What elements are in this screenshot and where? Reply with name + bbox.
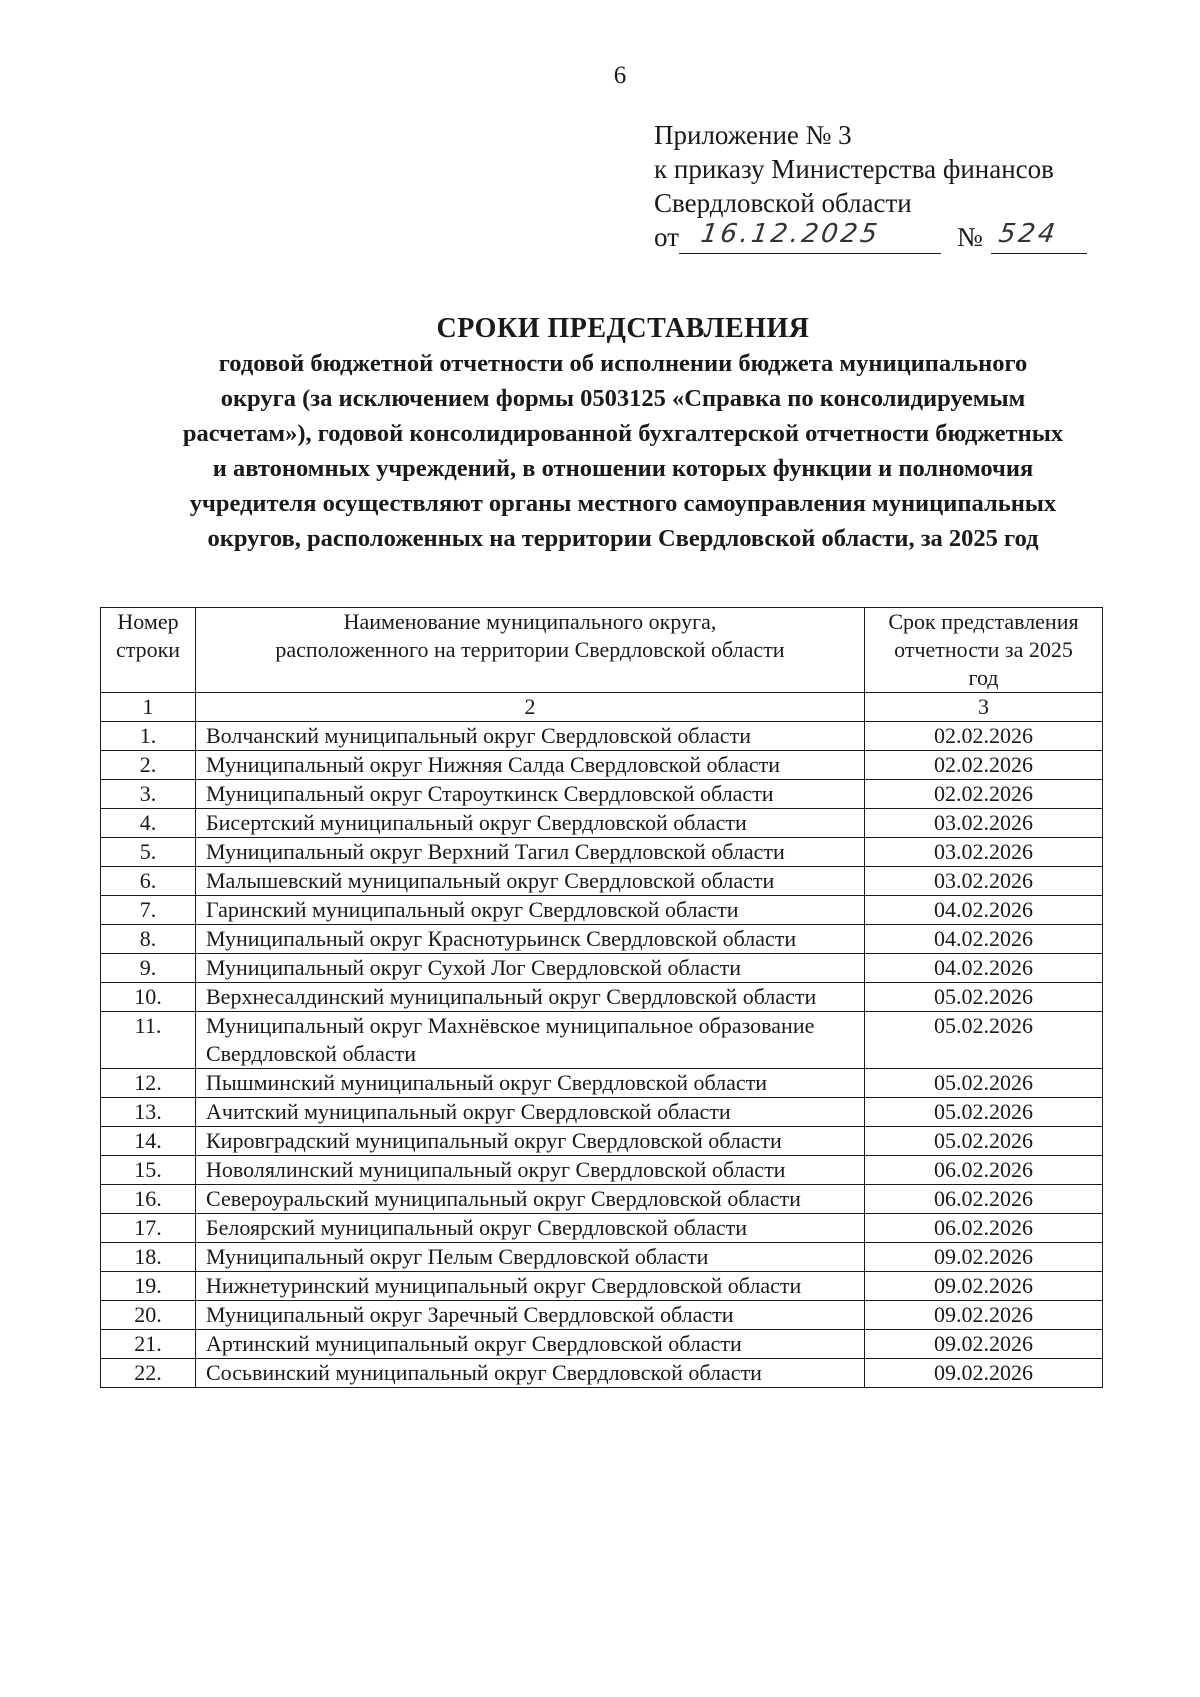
deadline-date: 05.02.2026 (865, 1069, 1103, 1098)
deadline-date: 03.02.2026 (865, 867, 1103, 896)
district-name: Верхнесалдинский муниципальный округ Свердловской области (196, 983, 865, 1012)
district-name: Малышевский муниципальный округ Свердловской области (196, 867, 865, 896)
header-text: отчетности за 2025 (894, 637, 1073, 662)
deadline-date: 02.02.2026 (865, 751, 1103, 780)
row-number: 20. (101, 1301, 196, 1330)
district-name: Волчанский муниципальный округ Свердловской области (196, 722, 865, 751)
district-name: Сосьвинский муниципальный округ Свердловской области (196, 1359, 865, 1388)
row-number: 8. (101, 925, 196, 954)
district-name: Муниципальный округ Сухой Лог Свердловской области (196, 954, 865, 983)
deadline-date: 02.02.2026 (865, 722, 1103, 751)
district-name: Североуральский муниципальный округ Свердловской области (196, 1185, 865, 1214)
row-number: 15. (101, 1156, 196, 1185)
row-number: 4. (101, 809, 196, 838)
table-row (101, 1272, 1103, 1301)
header-text: Наименование муниципального округа, (343, 609, 717, 634)
district-name: Муниципальный округ Махнёвское муниципальное образование Свердловской области (196, 1012, 865, 1069)
row-number: 2. (101, 751, 196, 780)
header-text: Срок представления (888, 609, 1079, 634)
deadlines-table (100, 607, 1103, 1388)
header-text: год (968, 665, 999, 690)
district-name: Ачитский муниципальный округ Свердловской области (196, 1098, 865, 1127)
district-name: Муниципальный округ Староуткинск Свердловской области (196, 780, 865, 809)
table-row (101, 983, 1103, 1012)
table-row (101, 1214, 1103, 1243)
table-row (101, 780, 1103, 809)
district-name: Бисертский муниципальный округ Свердловской области (196, 809, 865, 838)
district-name: Кировградский муниципальный округ Свердловской области (196, 1127, 865, 1156)
from-label: от (654, 222, 679, 252)
table-row (101, 1156, 1103, 1185)
deadline-date: 09.02.2026 (865, 1272, 1103, 1301)
row-number: 10. (101, 983, 196, 1012)
page-number: 6 (613, 62, 627, 89)
district-name: Муниципальный округ Нижняя Салда Свердловской области (196, 751, 865, 780)
document-title: СРОКИ ПРЕДСТАВЛЕНИЯ (436, 313, 810, 344)
row-number: 3. (101, 780, 196, 809)
deadline-date: 09.02.2026 (865, 1330, 1103, 1359)
table-row (101, 838, 1103, 867)
column-index: 1 (101, 693, 196, 722)
handwritten-date: 16.12.2025 (698, 219, 882, 249)
table-row (101, 1243, 1103, 1272)
row-number: 1. (101, 722, 196, 751)
row-number: 13. (101, 1098, 196, 1127)
column-index: 3 (865, 693, 1103, 722)
deadline-date: 06.02.2026 (865, 1214, 1103, 1243)
column-index: 2 (196, 693, 865, 722)
district-name: Гаринский муниципальный округ Свердловской области (196, 896, 865, 925)
row-number: 22. (101, 1359, 196, 1388)
document-subtitle (96, 346, 1150, 556)
appendix-order-ref: к приказу Министерства финансов (654, 154, 1054, 184)
table-row (101, 1185, 1103, 1214)
row-number: 21. (101, 1330, 196, 1359)
table-row (101, 809, 1103, 838)
deadline-date: 02.02.2026 (865, 780, 1103, 809)
table-row (101, 1359, 1103, 1388)
row-number: 11. (101, 1012, 196, 1069)
deadline-date: 03.02.2026 (865, 809, 1103, 838)
deadline-date: 06.02.2026 (865, 1156, 1103, 1185)
table-row (101, 1012, 1103, 1069)
district-name: Артинский муниципальный округ Свердловской области (196, 1330, 865, 1359)
header-deadline (865, 608, 1103, 693)
district-name: Муниципальный округ Заречный Свердловской области (196, 1301, 865, 1330)
district-name: Муниципальный округ Пелым Свердловской области (196, 1243, 865, 1272)
row-number: 19. (101, 1272, 196, 1301)
row-number: 6. (101, 867, 196, 896)
district-name: Белоярский муниципальный округ Свердловской области (196, 1214, 865, 1243)
deadline-date: 09.02.2026 (865, 1359, 1103, 1388)
handwritten-number: 524 (996, 219, 1060, 249)
deadline-date: 06.02.2026 (865, 1185, 1103, 1214)
date-field (679, 219, 941, 254)
subtitle-line: расчетам»), годовой консолидированной бухгалтерской отчетности бюджетных (182, 420, 1064, 447)
row-number: 12. (101, 1069, 196, 1098)
table-row (101, 867, 1103, 896)
row-number: 14. (101, 1127, 196, 1156)
deadline-date: 09.02.2026 (865, 1243, 1103, 1272)
table-row (101, 954, 1103, 983)
district-name: Муниципальный округ Краснотурьинск Свердловской области (196, 925, 865, 954)
row-number: 7. (101, 896, 196, 925)
table-row (101, 1069, 1103, 1098)
header-district-name (196, 608, 865, 693)
table-row (101, 925, 1103, 954)
header-text: строки (115, 637, 181, 662)
row-number: 17. (101, 1214, 196, 1243)
deadline-date: 05.02.2026 (865, 1127, 1103, 1156)
subtitle-line: округа (за исключением формы 0503125 «Справка по консолидируемым (220, 385, 1026, 412)
deadline-date: 03.02.2026 (865, 838, 1103, 867)
deadline-date: 05.02.2026 (865, 983, 1103, 1012)
header-text: расположенного на территории Свердловской области (275, 637, 785, 662)
table-row (101, 896, 1103, 925)
row-number: 18. (101, 1243, 196, 1272)
district-name: Новолялинский муниципальный округ Свердловской области (196, 1156, 865, 1185)
row-number: 9. (101, 954, 196, 983)
table-row (101, 1330, 1103, 1359)
table-header-row (101, 608, 1103, 693)
table-row (101, 1127, 1103, 1156)
appendix-region: Свердловской области (654, 188, 912, 218)
number-field (991, 219, 1087, 254)
subtitle-line: округов, расположенных на территории Свердловской области, за 2025 год (207, 525, 1039, 552)
district-name: Нижнетуринский муниципальный округ Свердловской области (196, 1272, 865, 1301)
table-row (101, 751, 1103, 780)
district-name: Пышминский муниципальный округ Свердловской области (196, 1069, 865, 1098)
deadline-date: 05.02.2026 (865, 1012, 1103, 1069)
appendix-title: Приложение № 3 (654, 120, 852, 150)
appendix-block (654, 118, 1087, 254)
document-title-block (96, 312, 1150, 556)
subtitle-line: и автономных учреждений, в отношении которых функции и полномочия (212, 455, 1034, 482)
subtitle-line: годовой бюджетной отчетности об исполнении бюджета муниципального (218, 350, 1028, 377)
header-text: Номер (117, 609, 179, 634)
row-number: 16. (101, 1185, 196, 1214)
table-row (101, 722, 1103, 751)
header-row-number (101, 608, 196, 693)
deadline-date: 04.02.2026 (865, 925, 1103, 954)
table-row (101, 1098, 1103, 1127)
table-row (101, 1301, 1103, 1330)
subtitle-line: учредителя осуществляют органы местного самоуправления муниципальных (189, 490, 1057, 517)
number-label: № (956, 222, 983, 252)
row-number: 5. (101, 838, 196, 867)
deadline-date: 04.02.2026 (865, 954, 1103, 983)
column-index-row (101, 693, 1103, 722)
deadline-date: 04.02.2026 (865, 896, 1103, 925)
appendix-signature-line (654, 220, 1087, 254)
deadline-date: 05.02.2026 (865, 1098, 1103, 1127)
deadline-date: 09.02.2026 (865, 1301, 1103, 1330)
district-name: Муниципальный округ Верхний Тагил Свердловской области (196, 838, 865, 867)
